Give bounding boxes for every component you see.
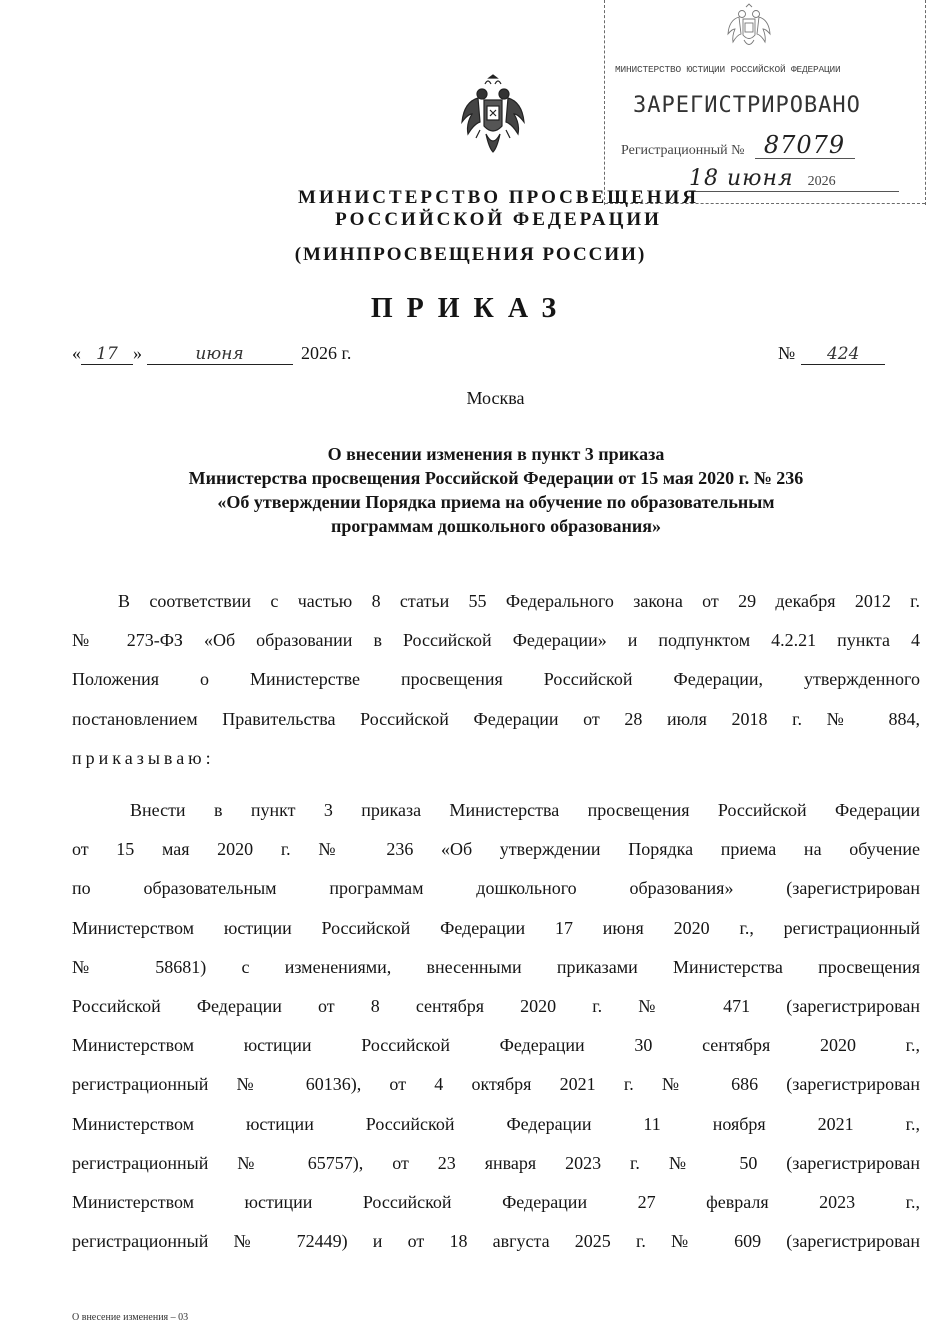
document-title-line: О внесении изменения в пункт 3 приказа [327,444,665,464]
paragraph-line: регистрационный № 60136), от 4 октября 2021 г. № 686 (зарегистрирован [72,1074,920,1095]
document-title-line: программам дошкольного образования» [330,516,662,536]
paragraph-line: от 15 мая 2020 г. № 236 «Об утверждении Порядка приема на обучение [72,839,920,860]
paragraph-line: регистрационный № 72449) и от 18 августа 2025 г. № 609 (зарегистрирован [72,1231,920,1252]
paragraph-line: приказываю: [72,747,215,768]
paragraph-line: Министерством юстиции Российской Федерации 27 февраля 2023 г., [72,1192,920,1213]
paragraph-line: регистрационный № 65757), от 23 января 2023 г. № 50 (зарегистрирован [72,1152,920,1173]
paragraph-line: по образовательным программам дошкольного образования» (зарегистрирован [72,878,920,899]
document-title-line: Министерства просвещения Российской Федерации от 15 мая 2020 г. № 236 [188,468,804,488]
date-open-quote: « [72,343,81,363]
paragraph-line: Министерством юстиции Российской Федерации 30 сентября 2020 г., [72,1035,920,1056]
date-close-quote: » [133,343,142,363]
date-year: 2026 г. [301,343,352,363]
stamp-registration-number: 87079 [755,132,855,159]
order-title: ПРИКАЗ [370,293,571,324]
order-number-handwritten: 424 [801,344,885,365]
order-date [72,343,351,365]
paragraph-line: Министерством юстиции Российской Федерации 11 ноября 2021 г., [72,1113,920,1134]
stamp-year: 2026 [807,174,836,189]
coat-of-arms-icon [460,74,526,158]
ministry-short-name: (МИНПРОСВЕЩЕНИЯ РОССИИ) [294,244,647,265]
paragraph-line: Министерством юстиции Российской Федерации 17 июня 2020 г., регистрационный [72,917,920,938]
document-title [72,442,920,538]
stamp-registration-number-label: Регистрационный № [621,143,745,158]
paragraph-line: № 273-ФЗ «Об образовании в Российской Федерации» и подпунктом 4.2.21 пункта 4 [72,630,920,651]
footer-file-label: О внесение изменения – 03 [72,1312,189,1323]
order-city: Москва [466,388,525,408]
stamp-ministry-name: МИНИСТЕРСТВО ЮСТИЦИИ РОССИЙСКОЙ ФЕДЕРАЦИИ [615,64,841,75]
stamp-registered-label: ЗАРЕГИСТРИРОВАНО [633,93,861,118]
stamp-registration-line [621,132,921,160]
date-day-handwritten: 17 [81,344,133,365]
stamp-emblem-icon [727,2,771,50]
paragraph-line: Положения о Министерстве просвещения Российской Федерации, утвержденного [72,669,920,690]
ministry-name-line2: РОССИЙСКОЙ ФЕДЕРАЦИИ [335,209,662,230]
registration-stamp [604,0,926,205]
paragraph-preamble [72,582,920,778]
date-month-handwritten: июня [147,344,293,365]
order-number-label: № [778,343,796,363]
paragraph-order-text [72,791,920,1261]
paragraph-line: Внести в пункт 3 приказа Министерства просвещения Российской Федерации [130,800,920,820]
order-number [778,343,885,365]
paragraph-line: В соответствии с частью 8 статьи 55 Федерального закона от 29 декабря 2012 г. [118,591,920,611]
ministry-name-line1: МИНИСТЕРСТВО ПРОСВЕЩЕНИЯ [298,187,699,208]
document-title-line: «Об утверждении Порядка приема на обучение по образовательным [217,492,775,512]
paragraph-line: Российской Федерации от 8 сентября 2020 г. № 471 (зарегистрирован [72,996,920,1017]
paragraph-line: постановлением Правительства Российской Федерации от 28 июля 2018 г. № 884, [72,708,920,729]
paragraph-line: № 58681) с изменениями, внесенными приказами Министерства просвещения [72,956,920,977]
stamp-handwritten-date: 18 июня [689,166,794,191]
